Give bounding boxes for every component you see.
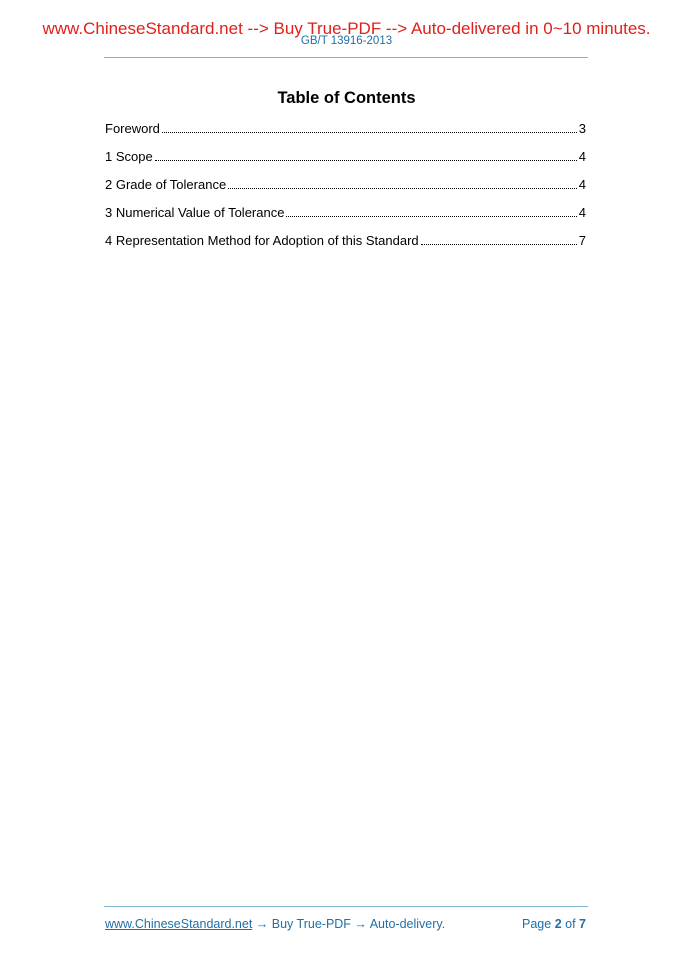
total-pages-number: 7 [579, 917, 586, 931]
standard-code: GB/T 13916-2013 [300, 35, 393, 47]
toc-entry-numerical-value[interactable] [105, 204, 586, 232]
footer-website-link[interactable]: www.ChineseStandard.net [105, 917, 253, 931]
page-footer [105, 916, 586, 932]
toc-title: Table of Contents [277, 89, 416, 107]
toc-entry-page: 4 [578, 177, 586, 192]
promo-banner[interactable]: www.ChineseStandard.net --> Buy True-PDF --> Auto-delivered in 0~10 minutes. [42, 19, 651, 38]
toc-entry-foreword[interactable] [105, 120, 586, 148]
toc-entry-representation-method[interactable] [105, 232, 586, 260]
toc-entry-label: 1 Scope [105, 149, 153, 164]
footer-tagline: → Buy True-PDF → Auto-delivery. [252, 917, 446, 931]
toc-leader-dots [421, 232, 577, 245]
toc-entry-scope[interactable] [105, 148, 586, 176]
toc-entry-label: 2 Grade of Tolerance [105, 177, 227, 192]
header-divider [104, 57, 588, 58]
footer-divider [104, 906, 588, 907]
toc-entry-page: 3 [578, 121, 586, 136]
toc-entry-label: Foreword [105, 121, 160, 136]
toc-leader-dots [162, 120, 577, 133]
toc-entry-page: 4 [578, 205, 586, 220]
page-word: Page [522, 917, 552, 931]
toc-entry-page: 7 [578, 233, 586, 248]
table-of-contents [105, 120, 586, 260]
toc-entry-label: 4 Representation Method for Adoption of this Standard [105, 233, 419, 248]
of-word: of [565, 917, 576, 931]
toc-leader-dots [228, 176, 577, 189]
current-page-number: 2 [554, 917, 562, 931]
toc-entry-label: 3 Numerical Value of Tolerance [105, 205, 285, 220]
toc-leader-dots [155, 148, 577, 161]
toc-entry-page: 4 [578, 149, 586, 164]
page-counter [522, 916, 586, 932]
toc-leader-dots [286, 204, 576, 217]
toc-entry-grade-of-tolerance[interactable] [105, 176, 586, 204]
